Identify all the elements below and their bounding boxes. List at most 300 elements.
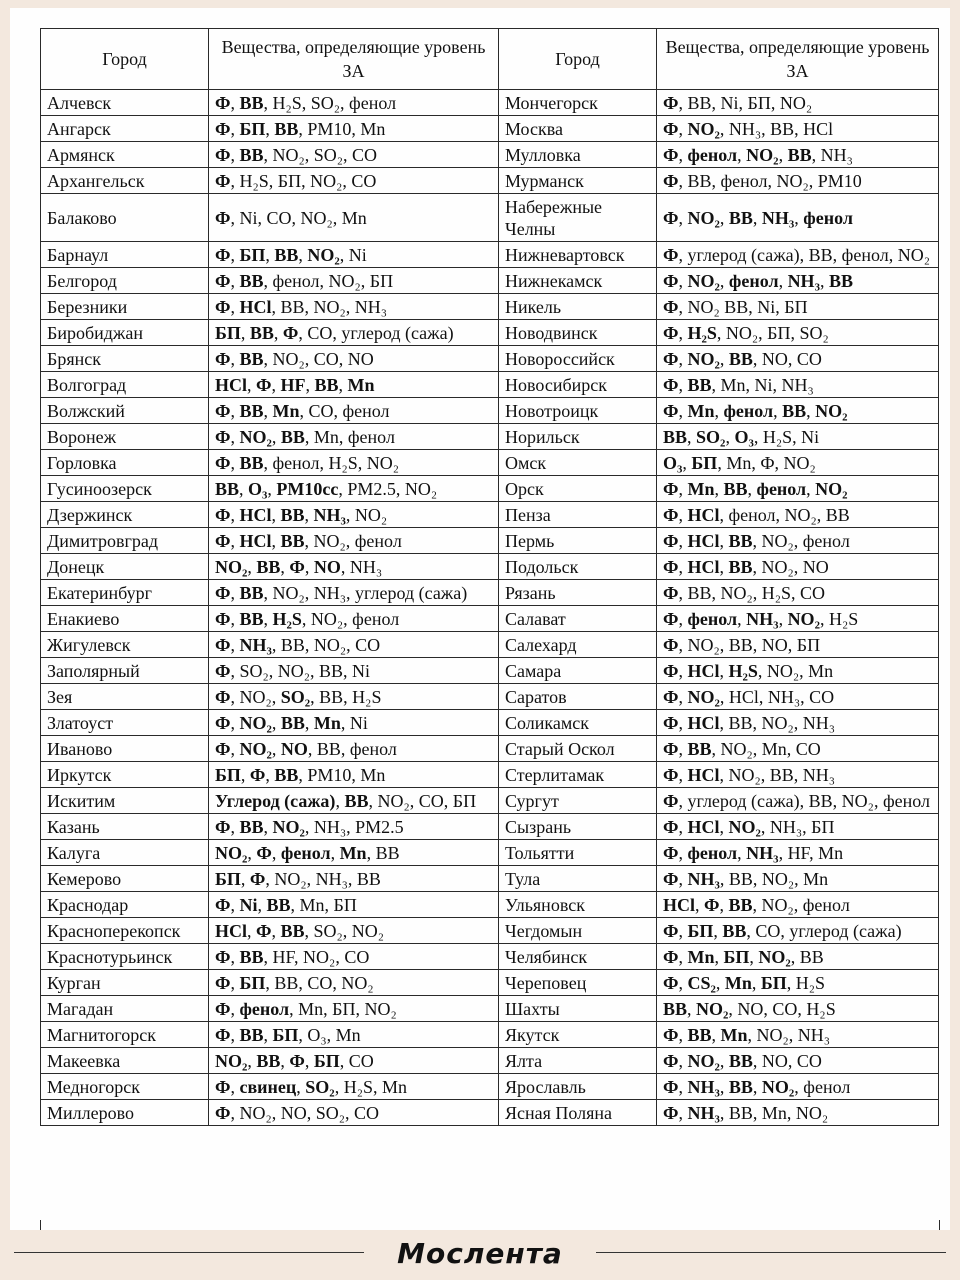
substance-text: , xyxy=(678,531,688,551)
substance-main: Ф xyxy=(663,245,679,265)
substances-cell xyxy=(657,814,939,840)
substance-main: Ф xyxy=(215,1077,231,1097)
substance-text: , SO₂, NO₂, ВВ, Ni xyxy=(230,661,371,681)
substances-cell xyxy=(209,90,499,116)
city-cell: Якутск xyxy=(499,1022,657,1048)
substance-text: , xyxy=(678,323,688,343)
substance-text: , xyxy=(273,323,283,343)
substance-text: , SO₂, NO₂ xyxy=(304,921,385,941)
table-row xyxy=(41,1074,939,1100)
substance-main: Mn xyxy=(339,843,367,863)
substance-text: , xyxy=(265,245,275,265)
substance-main: ВВ xyxy=(249,323,274,343)
table-row xyxy=(41,684,939,710)
substance-text: , углерод (сажа), ВВ, NO₂, фенол xyxy=(678,791,930,811)
substances-cell xyxy=(657,970,939,996)
substance-text: , CO, углерод (сажа) xyxy=(298,323,454,343)
substance-text: , ВВ, NO₂, H₂S, CO xyxy=(678,583,826,603)
table-row xyxy=(41,268,939,294)
substance-main: ВВ xyxy=(274,765,299,785)
pollution-table xyxy=(40,28,939,1126)
substance-main: NO₂ xyxy=(687,349,720,369)
substance-text: , xyxy=(687,999,697,1019)
substance-text: , xyxy=(719,1077,729,1097)
substances-cell xyxy=(657,194,939,242)
substance-text: , ВВ, Ni, БП, NO₂ xyxy=(678,93,813,113)
substance-text: , Mn, Ф, NO₂ xyxy=(717,453,816,473)
substance-main: NH₃ xyxy=(239,635,272,655)
substance-main: HCl xyxy=(239,505,272,525)
substance-main: Ф xyxy=(215,93,231,113)
substance-main: фенол xyxy=(687,609,738,629)
substances-cell xyxy=(209,320,499,346)
substance-main: Ф xyxy=(663,1077,679,1097)
substance-text: , xyxy=(751,973,761,993)
substances-cell xyxy=(657,866,939,892)
substances-cell xyxy=(209,372,499,398)
substance-main: БП xyxy=(239,245,266,265)
city-cell: Орск xyxy=(499,476,657,502)
substance-text: , xyxy=(778,145,788,165)
substance-text: , xyxy=(280,1051,290,1071)
document-page xyxy=(10,8,950,1230)
city-cell: Омск xyxy=(499,450,657,476)
substance-text: , ВВ xyxy=(366,843,400,863)
substance-text: , xyxy=(271,921,281,941)
city-cell: Новосибирск xyxy=(499,372,657,398)
substances-cell xyxy=(657,1100,939,1126)
substance-text: , HCl, NH₃, CO xyxy=(719,687,835,707)
substance-main: свинец xyxy=(239,1077,297,1097)
substance-main: O₃ xyxy=(734,427,754,447)
substance-main: HCl xyxy=(215,375,248,395)
substances-cell xyxy=(209,970,499,996)
substance-main: Ф xyxy=(663,765,679,785)
city-cell: Краснодар xyxy=(41,892,209,918)
city-cell: Воронеж xyxy=(41,424,209,450)
city-cell: Пермь xyxy=(499,528,657,554)
substance-text: , xyxy=(719,1051,729,1071)
substance-main: HCl xyxy=(687,531,720,551)
city-cell: Ульяновск xyxy=(499,892,657,918)
substance-text: , xyxy=(305,375,315,395)
substance-text: , NH₃, PM2.5 xyxy=(304,817,404,837)
substance-main: ВВ xyxy=(787,145,812,165)
substance-text: , xyxy=(230,245,240,265)
substances-cell xyxy=(209,1048,499,1074)
substance-main: NH₃ xyxy=(761,208,795,228)
substance-text: , xyxy=(678,921,688,941)
substance-main: HCl xyxy=(663,895,696,915)
header-substances: Вещества, определяющие уровень ЗА xyxy=(657,29,939,90)
substances-cell xyxy=(209,736,499,762)
substance-text: , xyxy=(304,713,314,733)
substance-text: , xyxy=(747,479,757,499)
substance-main: PM10сс xyxy=(276,479,339,499)
substance-main: ВВ xyxy=(687,375,712,395)
substance-main: БП xyxy=(313,1051,340,1071)
table-row xyxy=(41,242,939,268)
substance-text: , xyxy=(230,93,240,113)
substance-text: , xyxy=(719,349,729,369)
city-cell: Нижневартовск xyxy=(499,242,657,268)
city-cell: Салехард xyxy=(499,632,657,658)
substance-main: фенол xyxy=(687,145,738,165)
substance-main: NO₂ xyxy=(758,947,791,967)
substance-text: , xyxy=(695,895,705,915)
table-row xyxy=(41,606,939,632)
substance-main: ВВ xyxy=(280,921,305,941)
substance-text: , xyxy=(240,869,250,889)
substance-text: , xyxy=(687,427,697,447)
substance-text: , NH₃ xyxy=(340,557,383,577)
substance-main: Ф xyxy=(215,271,231,291)
substance-main: NO₂ xyxy=(215,843,248,863)
substance-text: , H₂S xyxy=(786,973,826,993)
substance-text: , NO₂, NH₃, углерод (сажа) xyxy=(263,583,468,603)
substance-main: Ф xyxy=(215,453,231,473)
substance-main: Ф xyxy=(663,375,679,395)
substance-text: , NO₂, ВВ, NO, БП xyxy=(678,635,821,655)
city-cell: Белгород xyxy=(41,268,209,294)
city-cell: Нижнекамск xyxy=(499,268,657,294)
substance-text: , NO₂, xyxy=(230,687,281,707)
substance-text: , ВВ, NO₂, Mn xyxy=(719,869,829,889)
city-cell: Самара xyxy=(499,658,657,684)
substance-text: , xyxy=(230,145,240,165)
substance-text: , xyxy=(678,1025,688,1045)
substance-text: , xyxy=(271,531,281,551)
substance-text: , NO₂, фенол xyxy=(752,895,850,915)
substance-main: Ф xyxy=(256,375,272,395)
substance-main: Ф xyxy=(215,1025,231,1045)
substance-text: , xyxy=(338,375,348,395)
city-cell: Сургут xyxy=(499,788,657,814)
substance-text: , xyxy=(296,1077,306,1097)
substance-text: , ВВ, NO₂, NH₃ xyxy=(271,297,388,317)
substance-text: , NO₂, CO, NO xyxy=(263,349,374,369)
substance-main: БП xyxy=(215,765,241,785)
substances-cell xyxy=(657,1074,939,1100)
substance-main: Ф xyxy=(215,245,231,265)
substance-text: , xyxy=(714,479,724,499)
substance-main: БП xyxy=(239,973,266,993)
substance-main: ВВ xyxy=(728,349,753,369)
substances-cell xyxy=(209,554,499,580)
substance-main: Ф xyxy=(215,145,231,165)
city-cell: Армянск xyxy=(41,142,209,168)
substance-main: Ф xyxy=(215,297,231,317)
substance-main: ВВ xyxy=(663,427,688,447)
substance-main: ВВ xyxy=(663,999,688,1019)
city-cell: Екатеринбург xyxy=(41,580,209,606)
substance-main: Ф xyxy=(289,1051,305,1071)
city-cell: Ангарск xyxy=(41,116,209,142)
substance-main: Ф xyxy=(215,349,231,369)
substance-main: ВВ xyxy=(256,557,281,577)
substance-text: , xyxy=(280,557,290,577)
substance-text: , xyxy=(230,297,240,317)
substance-text: , CO, углерод (сажа) xyxy=(746,921,902,941)
table-row xyxy=(41,970,939,996)
substance-text: , xyxy=(682,453,692,473)
substance-main: Ф xyxy=(663,171,679,191)
city-cell: Чегдомын xyxy=(499,918,657,944)
substance-text: , xyxy=(240,323,250,343)
substance-main: Ф xyxy=(663,479,679,499)
city-cell: Енакиево xyxy=(41,606,209,632)
substance-main: Ф xyxy=(663,119,679,139)
city-cell: Дзержинск xyxy=(41,502,209,528)
substance-main: ВВ xyxy=(782,401,807,421)
substance-text: , фенол, H₂S, NO₂ xyxy=(263,453,400,473)
substance-main: Mn xyxy=(347,375,375,395)
substance-main: HCl xyxy=(215,921,248,941)
substance-text: , xyxy=(678,1051,688,1071)
substance-main: ВВ xyxy=(239,271,264,291)
city-cell: Набережные Челны xyxy=(499,194,657,242)
substance-text: , xyxy=(678,973,688,993)
substance-main: Ф xyxy=(663,1103,679,1123)
substance-text: , xyxy=(230,973,240,993)
substance-text: , O₃, Mn xyxy=(298,1025,361,1045)
substance-main: ВВ xyxy=(239,609,264,629)
city-cell: Старый Оскол xyxy=(499,736,657,762)
substances-cell xyxy=(209,294,499,320)
substances-cell xyxy=(209,788,499,814)
table-row xyxy=(41,788,939,814)
city-cell: Искитим xyxy=(41,788,209,814)
substance-main: Ф xyxy=(215,427,231,447)
city-cell: Краснотурьинск xyxy=(41,944,209,970)
city-cell: Калуга xyxy=(41,840,209,866)
substance-text: , ВВ, NO₂, NH₃ xyxy=(719,713,836,733)
substance-main: Ф xyxy=(663,635,679,655)
substances-cell xyxy=(209,142,499,168)
table-body xyxy=(41,90,939,1126)
substance-text: , Mn, фенол xyxy=(304,427,395,447)
substances-cell xyxy=(657,116,939,142)
city-cell: Тольятти xyxy=(499,840,657,866)
substance-text: , H₂S xyxy=(819,609,859,629)
substances-cell xyxy=(657,996,939,1022)
substance-main: NO₂ xyxy=(815,401,848,421)
substance-text: , xyxy=(230,119,240,139)
substance-text: , NO, CO, H₂S xyxy=(728,999,836,1019)
substance-main: Mn xyxy=(687,401,715,421)
table-row xyxy=(41,294,939,320)
substance-text: , xyxy=(794,208,804,228)
substance-text: , xyxy=(330,843,340,863)
substances-cell xyxy=(209,168,499,194)
substance-main: Ф xyxy=(289,557,305,577)
substance-text: , xyxy=(267,479,277,499)
substance-text: , ВВ xyxy=(790,947,824,967)
table-row xyxy=(41,736,939,762)
substance-text: , xyxy=(678,687,688,707)
substance-text: , xyxy=(678,869,688,889)
substance-text: , фенол, NO₂, ВВ xyxy=(719,505,850,525)
substance-main: Ф xyxy=(663,505,679,525)
substances-cell xyxy=(657,476,939,502)
substance-text: , Ni xyxy=(340,713,368,733)
substance-main: ВВ xyxy=(722,921,747,941)
substance-text: , xyxy=(230,401,240,421)
substance-text: , NO₂, фенол xyxy=(304,531,402,551)
table-row xyxy=(41,1100,939,1126)
substance-text: , xyxy=(678,208,688,228)
substances-cell xyxy=(657,788,939,814)
substance-text: , xyxy=(778,609,788,629)
substance-main: ВВ xyxy=(314,375,339,395)
substance-text: , NO, CO xyxy=(752,349,822,369)
substances-cell xyxy=(209,684,499,710)
substance-main: HCl xyxy=(687,661,720,681)
substance-main: ВВ xyxy=(280,505,305,525)
substance-main: O₃ xyxy=(663,453,683,473)
table-row xyxy=(41,398,939,424)
table-row xyxy=(41,658,939,684)
substance-text: , xyxy=(711,1025,721,1045)
substance-text: , xyxy=(778,271,788,291)
city-cell: Биробиджан xyxy=(41,320,209,346)
table-row xyxy=(41,762,939,788)
city-cell: Медногорск xyxy=(41,1074,209,1100)
substance-main: БП xyxy=(691,453,718,473)
substance-main: Ф xyxy=(663,208,679,228)
table-row xyxy=(41,528,939,554)
substance-text: , xyxy=(752,1077,762,1097)
substances-cell xyxy=(209,580,499,606)
substance-main: фенол xyxy=(687,843,738,863)
city-cell: Москва xyxy=(499,116,657,142)
city-cell: Рязань xyxy=(499,580,657,606)
table-row xyxy=(41,632,939,658)
substance-text: , xyxy=(230,713,240,733)
substances-cell xyxy=(657,658,939,684)
city-cell: Мончегорск xyxy=(499,90,657,116)
substance-text: , xyxy=(719,817,729,837)
substance-main: NO₂ xyxy=(761,1077,795,1097)
substance-main: NO₂ xyxy=(272,817,305,837)
substances-cell xyxy=(209,424,499,450)
substance-text: , xyxy=(247,375,257,395)
substance-main: ВВ xyxy=(280,713,305,733)
city-cell: Гусиноозерск xyxy=(41,476,209,502)
brand-logo: Мослента xyxy=(397,1237,563,1270)
substance-main: NO xyxy=(280,739,308,759)
substance-main: фенол xyxy=(239,999,290,1019)
substance-main: NO₂ xyxy=(687,119,720,139)
substances-cell xyxy=(657,1048,939,1074)
substance-text: , xyxy=(263,1025,273,1045)
city-cell: Казань xyxy=(41,814,209,840)
city-cell: Стерлитамак xyxy=(499,762,657,788)
substance-main: ВВ xyxy=(728,208,753,228)
substance-main: NH₃ xyxy=(687,869,720,889)
city-cell: Мурманск xyxy=(499,168,657,194)
substance-main: Ф xyxy=(215,583,231,603)
substance-text: , ВВ, Mn, NO₂ xyxy=(719,1103,829,1123)
table-row xyxy=(41,1022,939,1048)
substance-main: Ni xyxy=(239,895,258,915)
substance-text: , NO₂, NO xyxy=(752,557,829,577)
substance-main: Ф xyxy=(256,921,272,941)
substances-cell xyxy=(209,1100,499,1126)
substances-cell xyxy=(657,736,939,762)
substance-main: ВВ xyxy=(687,1025,712,1045)
substances-cell xyxy=(209,658,499,684)
substance-text: , xyxy=(719,661,729,681)
substance-text: , Mn, БП xyxy=(290,895,357,915)
substance-main: ВВ xyxy=(266,895,291,915)
substance-text: , xyxy=(271,739,281,759)
city-cell: Мулловка xyxy=(499,142,657,168)
substance-text: , xyxy=(271,713,281,733)
city-cell: Соликамск xyxy=(499,710,657,736)
city-cell: Иваново xyxy=(41,736,209,762)
substances-cell xyxy=(657,424,939,450)
substance-text: , xyxy=(678,271,688,291)
substance-main: ВВ xyxy=(728,531,753,551)
substance-text: , xyxy=(265,119,275,139)
substance-main: Mn xyxy=(687,947,715,967)
table-header-row xyxy=(41,29,939,90)
substance-main: Mn xyxy=(724,973,752,993)
substance-main: NO₂ xyxy=(687,687,720,707)
city-cell: Волжский xyxy=(41,398,209,424)
substance-main: Ф xyxy=(704,895,720,915)
substance-main: БП xyxy=(272,1025,299,1045)
substance-main: Ф xyxy=(663,323,679,343)
substance-text: , xyxy=(271,505,281,525)
city-cell: Сызрань xyxy=(499,814,657,840)
substance-text: , xyxy=(806,401,816,421)
substance-main: Ф xyxy=(215,531,231,551)
substance-main: ВВ xyxy=(239,401,264,421)
substance-main: Ф xyxy=(663,271,679,291)
substance-text: , xyxy=(230,583,240,603)
substance-text: , xyxy=(230,635,240,655)
substance-main: ВВ xyxy=(728,895,753,915)
substance-text: , xyxy=(719,531,729,551)
substance-text: , HF, NO₂, CO xyxy=(263,947,370,967)
substances-cell xyxy=(209,814,499,840)
substance-text: , NO₂, БП, SO₂ xyxy=(716,323,829,343)
substance-text: , xyxy=(230,505,240,525)
substance-text: , xyxy=(714,401,724,421)
substance-main: фенол xyxy=(756,479,807,499)
city-cell: Челябинск xyxy=(499,944,657,970)
substance-main: NH₃ xyxy=(787,271,820,291)
substance-main: NO₂ xyxy=(696,999,729,1019)
substance-main: HCl xyxy=(239,297,272,317)
substances-cell xyxy=(657,944,939,970)
city-cell: Саратов xyxy=(499,684,657,710)
substance-text: , xyxy=(678,479,688,499)
substance-main: БП xyxy=(760,973,787,993)
substance-main: Ф xyxy=(249,765,266,785)
substances-cell xyxy=(657,710,939,736)
city-cell: Жигулевск xyxy=(41,632,209,658)
substance-main: Ф xyxy=(663,557,679,577)
substances-cell xyxy=(657,90,939,116)
substances-cell xyxy=(657,502,939,528)
substance-main: ВВ xyxy=(728,557,753,577)
substance-main: Ф xyxy=(663,869,679,889)
substance-main: Ф xyxy=(215,208,231,228)
city-cell: Новотроицк xyxy=(499,398,657,424)
